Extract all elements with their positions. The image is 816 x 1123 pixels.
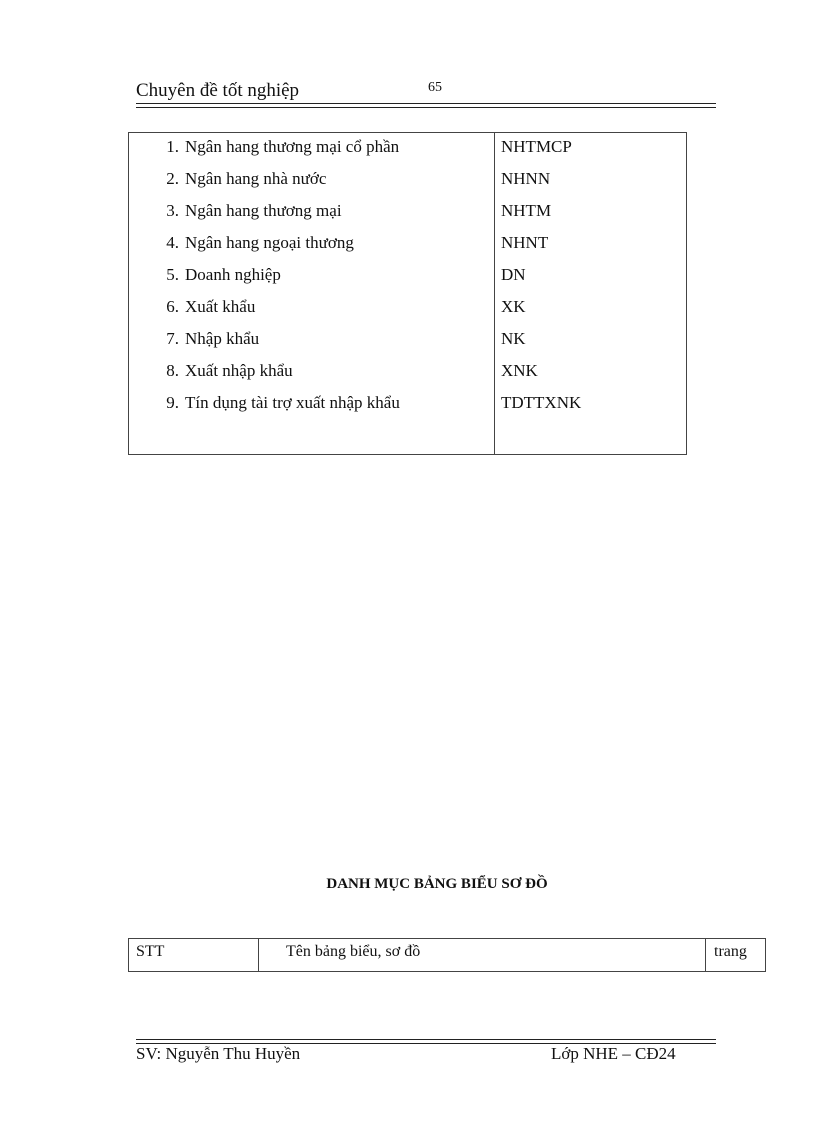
- table-row: [129, 393, 686, 425]
- row-term: Xuất nhập khẩu: [185, 361, 293, 380]
- row-number: 9.: [166, 393, 179, 412]
- row-term: Ngân hang thương mại cổ phần: [185, 137, 400, 156]
- header-rule: [136, 103, 716, 108]
- section-title: DANH MỤC BẢNG BIỂU SƠ ĐỒ: [326, 876, 548, 892]
- row-number: 7.: [166, 329, 179, 348]
- row-abbreviation: NHNT: [501, 233, 549, 252]
- row-term: Ngân hang ngoại thương: [185, 233, 354, 252]
- table-row: [129, 265, 686, 297]
- row-number: 5.: [166, 265, 179, 284]
- row-number: 3.: [166, 201, 179, 220]
- row-abbreviation: DN: [501, 265, 526, 284]
- table-row: [129, 201, 686, 233]
- row-term: Doanh nghiệp: [185, 265, 281, 284]
- table-row: [129, 329, 686, 361]
- row-abbreviation: NHNN: [501, 169, 551, 188]
- footer-student: SV: Nguyễn Thu Huyền: [136, 1044, 301, 1063]
- row-term: Ngân hang thương mại: [185, 201, 342, 220]
- footer-class: Lớp NHE – CĐ24: [551, 1044, 676, 1063]
- row-abbreviation: NK: [501, 329, 526, 348]
- row-term: Tín dụng tài trợ xuất nhập khẩu: [185, 393, 400, 412]
- column-header-name: Tên bảng biểu, sơ đồ: [286, 943, 421, 960]
- row-term: Nhập khẩu: [185, 329, 260, 348]
- row-term: Ngân hang nhà nước: [185, 169, 327, 188]
- row-abbreviation: XK: [501, 297, 526, 316]
- row-number: 1.: [166, 137, 179, 156]
- abbreviation-table: [128, 132, 687, 455]
- row-number: 2.: [166, 169, 179, 188]
- figure-list-table: [128, 938, 766, 972]
- table-row: [129, 137, 686, 169]
- row-abbreviation: NHTM: [501, 201, 552, 220]
- page-number: 65: [428, 80, 442, 95]
- header-title: Chuyên đề tốt nghiệp: [136, 80, 300, 101]
- table-row: [129, 169, 686, 201]
- row-abbreviation: TDTTXNK: [501, 393, 582, 412]
- column-divider: [705, 939, 706, 971]
- row-number: 6.: [166, 297, 179, 316]
- row-number: 8.: [166, 361, 179, 380]
- row-number: 4.: [166, 233, 179, 252]
- table-row: [129, 297, 686, 329]
- table-row: [129, 361, 686, 393]
- table-row: [129, 233, 686, 265]
- row-term: Xuất khẩu: [185, 297, 256, 316]
- row-abbreviation: NHTMCP: [501, 137, 572, 156]
- row-abbreviation: XNK: [501, 361, 538, 380]
- column-divider: [258, 939, 259, 971]
- column-header-stt: STT: [136, 943, 165, 960]
- column-header-page: trang: [714, 943, 747, 960]
